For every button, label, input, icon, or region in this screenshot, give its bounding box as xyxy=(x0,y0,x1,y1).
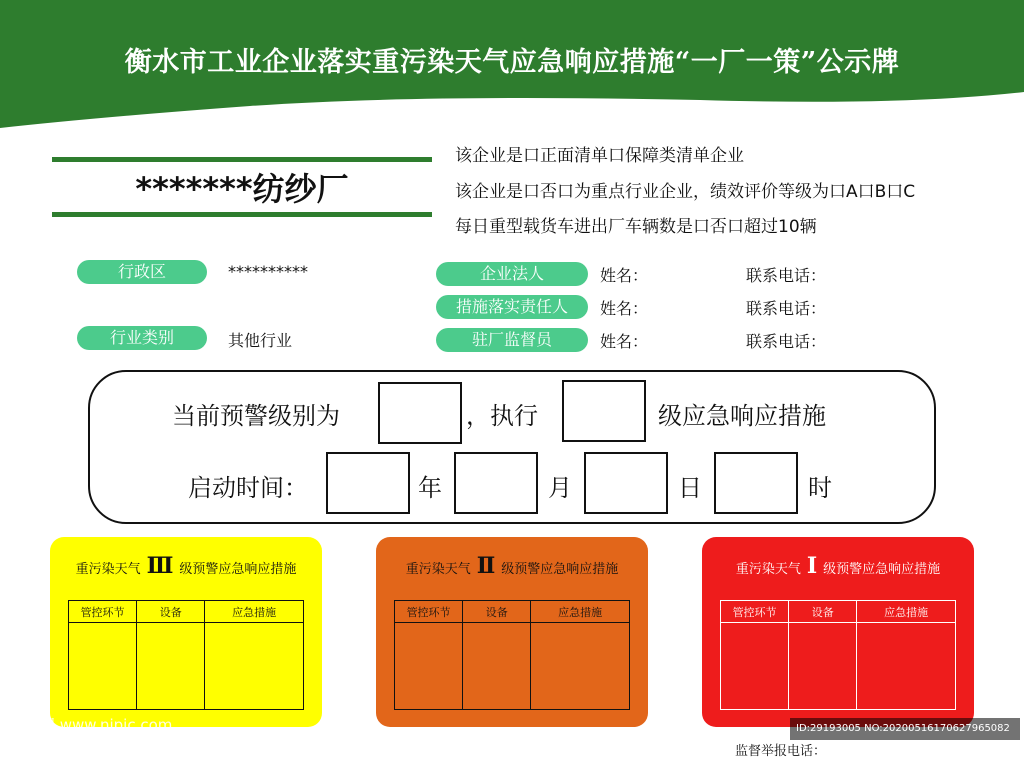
start-hour-box[interactable] xyxy=(714,452,798,514)
watermark-id: ID:29193005 NO:20200516170627965082 xyxy=(790,718,1020,740)
contact-phone-label: 联系电话： xyxy=(746,299,827,318)
measures-table: 管控环节 设备 应急措施 xyxy=(394,600,630,710)
month-label: 月 xyxy=(548,474,572,502)
alert-level-panel xyxy=(88,370,936,524)
factory-name: *******纺纱厂 xyxy=(135,170,349,208)
measures-table: 管控环节 设备 应急措施 xyxy=(68,600,304,710)
district-value: ********** xyxy=(228,262,308,281)
watermark-left: 昵图网 www.nipic.com xyxy=(10,716,173,734)
alert-suffix-text: 级应急响应措施 xyxy=(658,402,826,430)
industry-label: 行业类别 xyxy=(77,326,207,350)
card-title: 重污染天气 Ⅱ 级预警应急响应措施 xyxy=(405,553,619,579)
response-level-box[interactable] xyxy=(562,380,646,442)
report-phone-label: 监督举报电话： xyxy=(735,744,827,759)
level-2-card xyxy=(376,537,648,727)
start-time-label: 启动时间： xyxy=(188,474,308,502)
card-title: 重污染天气 Ⅰ 级预警应急响应措施 xyxy=(735,553,941,579)
alert-execute-text: ，执行 xyxy=(466,402,538,430)
level-1-card xyxy=(702,537,974,727)
year-label: 年 xyxy=(418,474,442,502)
contact-role-responsible: 措施落实责任人 xyxy=(436,295,588,319)
district-label: 行政区 xyxy=(77,260,207,284)
info-line-list-type: 该企业是口正面清单口保障类清单企业 xyxy=(455,146,744,166)
level-3-card xyxy=(50,537,322,727)
day-label: 日 xyxy=(678,474,702,502)
start-month-box[interactable] xyxy=(454,452,538,514)
start-day-box[interactable] xyxy=(584,452,668,514)
contact-phone-label: 联系电话： xyxy=(746,266,827,285)
name-top-rule xyxy=(52,157,432,162)
hour-label: 时 xyxy=(808,474,832,502)
start-year-box[interactable] xyxy=(326,452,410,514)
contact-phone-label: 联系电话： xyxy=(746,332,827,351)
contact-name-label: 姓名： xyxy=(600,266,649,285)
info-line-trucks: 每日重型载货车进出厂车辆数是口否口超过10辆 xyxy=(455,217,817,237)
contact-name-label: 姓名： xyxy=(600,299,649,318)
alert-prefix-text: 当前预警级别为 xyxy=(172,402,340,430)
contact-role-legal-person: 企业法人 xyxy=(436,262,588,286)
industry-value: 其他行业 xyxy=(228,331,293,350)
name-bottom-rule xyxy=(52,212,432,217)
measures-table: 管控环节 设备 应急措施 xyxy=(720,600,956,710)
card-title: 重污染天气 Ⅲ 级预警应急响应措施 xyxy=(75,553,297,579)
page-title: 衡水市工业企业落实重污染天气应急响应措施“一厂一策”公示牌 xyxy=(124,47,900,78)
alert-level-box[interactable] xyxy=(378,382,462,444)
contact-name-label: 姓名： xyxy=(600,332,649,351)
contact-role-supervisor: 驻厂监督员 xyxy=(436,328,588,352)
info-line-performance: 该企业是口否口为重点行业企业，绩效评价等级为口A口B口C xyxy=(455,182,916,202)
